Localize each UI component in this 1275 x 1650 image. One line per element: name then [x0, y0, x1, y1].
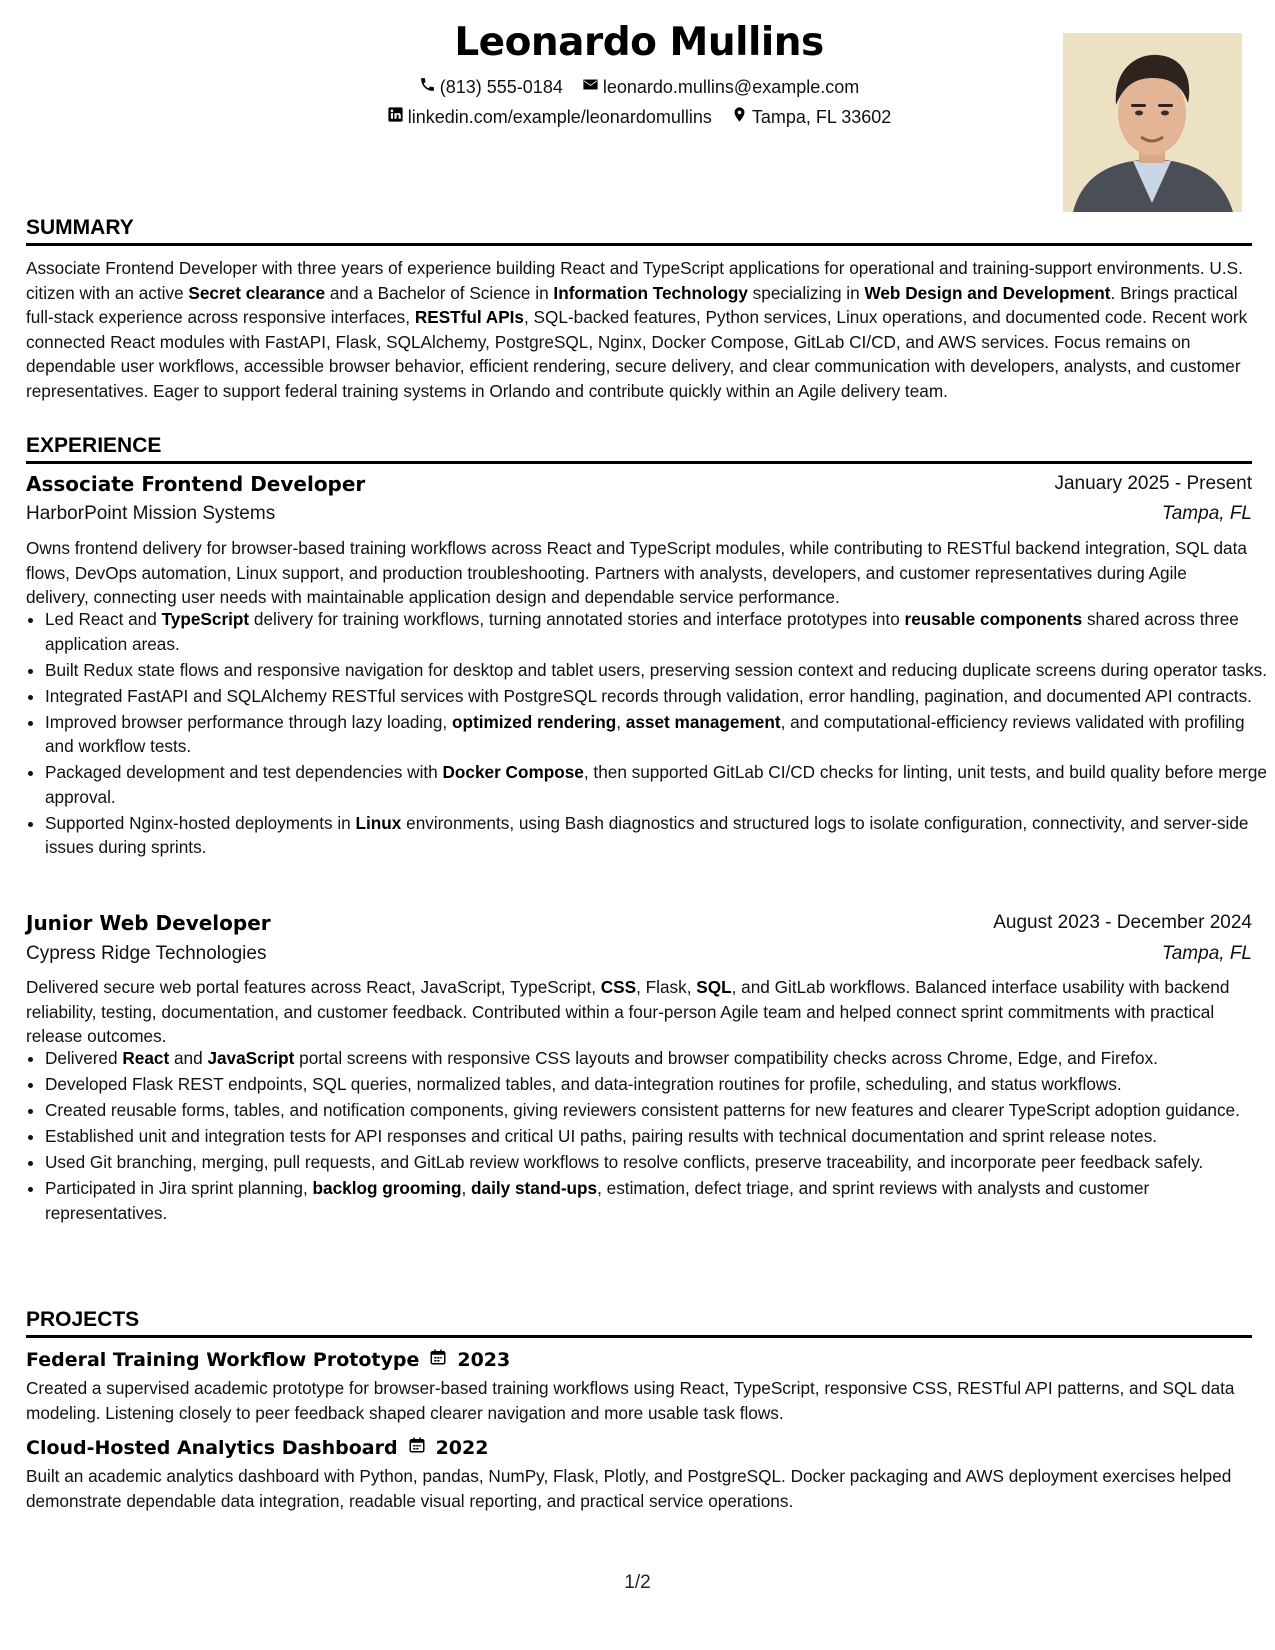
project-description: Built an academic analytics dashboard with Python, pandas, NumPy, Flask, Plotly, and PostgreSQL. Docker packaging and AWS deployment exercises helped demonstrate dependable data integration, readable visual reporting, and practical service operations. — [26, 1466, 1232, 1511]
projects-heading: PROJECTS — [26, 1308, 1252, 1338]
project-title-row — [26, 1348, 510, 1371]
phone-contact — [419, 76, 563, 98]
project-year: 2022 — [435, 1436, 489, 1459]
linkedin-icon — [387, 106, 404, 128]
job-company: Cypress Ridge Technologies — [26, 943, 267, 964]
summary-heading: SUMMARY — [26, 216, 1252, 246]
job-location: Tampa, FL — [1161, 503, 1252, 524]
email-link[interactable]: leonardo.mullins@example.com — [602, 76, 860, 97]
summary-text: Associate Frontend Developer with three years of experience building React and TypeScript applications for operational and training-support environments. U.S. citizen with an active Secret clearance and a Bachelor of Science in Information Technology specializing in Web Design and Development. Brings practical full-stack experience across responsive interfaces, RESTful APIs, SQL-backed features, Python services, Linux operations, and documented code. Recent work connected React modules with FastAPI, Flask, SQLAlchemy, PostgreSQL, Nginx, Docker Compose, GitLab CI/CD, and AWS services. Focus remains on dependable user workflows, accessible browser behavior, efficient rendering, secure delivery, and clear communication with developers, analysts, and customer representatives. Eager to support federal training systems in Orlando and contribute quickly within an Agile delivery team. — [26, 258, 1248, 401]
project-title: Cloud-Hosted Analytics Dashboard — [26, 1436, 398, 1459]
linkedin-contact[interactable] — [387, 106, 712, 128]
bullet-item: • Delivered React and JavaScript portal screens with responsive CSS layouts and browser compatibility checks across Chrome, Edge, and Firefox. — [45, 1046, 1271, 1071]
calendar-icon — [408, 1436, 426, 1459]
job-bullets — [26, 607, 1271, 861]
bullet-item: • Created reusable forms, tables, and notification components, giving reviewers consistent patterns for new features and clearer TypeScript adoption guidance. — [45, 1098, 1271, 1123]
phone-icon — [419, 76, 436, 98]
project-description: Created a supervised academic prototype for browser-based training workflows using React, TypeScript, responsive CSS, RESTful API patterns, and SQL data modeling. Listening closely to peer feedback shaped clearer navigation and more usable task flows. — [26, 1378, 1235, 1423]
bullet-item: • Participated in Jira sprint planning, backlog grooming, daily stand-ups, estimation, defect triage, and sprint reviews with analysts and customer representatives. — [45, 1176, 1271, 1225]
job-summary: Owns frontend delivery for browser-based training workflows across React and TypeScript modules, while contributing to RESTful backend integration, SQL data flows, DevOps automation, Linux support, and production troubleshooting. Partners with analysts, developers, and customer representatives during Agile delivery, connecting user needs with maintainable application design and dependable service performance. — [26, 538, 1247, 607]
project-year: 2023 — [457, 1348, 511, 1371]
map-pin-icon — [731, 106, 748, 128]
job-dates: January 2025 - Present — [1054, 473, 1252, 494]
job-title: Junior Web Developer — [26, 911, 271, 935]
bullet-item: • Integrated FastAPI and SQLAlchemy RESTful services with PostgreSQL records through validation, error handling, pagination, and documented API contracts. — [45, 684, 1271, 709]
bullet-item: • Built Redux state flows and responsive navigation for desktop and tablet users, preserving session context and reducing duplicate screens during operator tasks. — [45, 658, 1271, 683]
profile-photo — [1063, 33, 1242, 212]
envelope-icon — [582, 76, 599, 98]
job-dates: August 2023 - December 2024 — [993, 912, 1252, 933]
bullet-item: • Established unit and integration tests for API responses and critical UI paths, pairing results with technical documentation and sprint release notes. — [45, 1124, 1271, 1149]
candidate-name: Leonardo Mullins — [454, 20, 824, 65]
bullet-item: • Improved browser performance through lazy loading, optimized rendering, asset management, and computational-efficiency reviews validated with profiling and workflow tests. — [45, 710, 1271, 759]
project-title: Federal Training Workflow Prototype — [26, 1348, 420, 1371]
phone-text: (813) 555-0184 — [439, 76, 563, 97]
job-summary: Delivered secure web portal features across React, JavaScript, TypeScript, CSS, Flask, SQL, and GitLab workflows. Balanced interface usability with backend reliability, testing, documentation, and customer feedback. Contributed within a four-person Agile team and helped connect sprint commitments with practical release outcomes. — [26, 977, 1230, 1046]
job-company: HarborPoint Mission Systems — [26, 503, 276, 524]
experience-heading: EXPERIENCE — [26, 434, 1252, 464]
bullet-item: • Led React and TypeScript delivery for training workflows, turning annotated stories and interface prototypes into reusable components shared across three application areas. — [45, 607, 1271, 656]
bullet-item: • Used Git branching, merging, pull requests, and GitLab review workflows to resolve conflicts, preserve traceability, and incorporate peer feedback safely. — [45, 1150, 1271, 1175]
calendar-icon — [429, 1348, 447, 1371]
project-title-row — [26, 1436, 488, 1459]
page-number: 1/2 — [624, 1572, 651, 1593]
email-contact[interactable] — [582, 76, 859, 98]
job-location: Tampa, FL — [1161, 943, 1252, 964]
bullet-item: • Developed Flask REST endpoints, SQL queries, normalized tables, and data-integration routines for profile, scheduling, and status workflows. — [45, 1072, 1271, 1097]
linkedin-link[interactable]: linkedin.com/example/leonardomullins — [407, 106, 712, 127]
job-title: Associate Frontend Developer — [26, 472, 366, 496]
job-bullets — [26, 1046, 1271, 1227]
bullet-item: • Supported Nginx-hosted deployments in Linux environments, using Bash diagnostics and structured logs to isolate configuration, connectivity, and server-side issues during sprints. — [45, 811, 1271, 860]
location-text: Tampa, FL 33602 — [751, 106, 892, 127]
location-contact — [731, 106, 891, 128]
bullet-item: • Packaged development and test dependencies with Docker Compose, then supported GitLab CI/CD checks for linting, unit tests, and build quality before merge approval. — [45, 760, 1271, 809]
